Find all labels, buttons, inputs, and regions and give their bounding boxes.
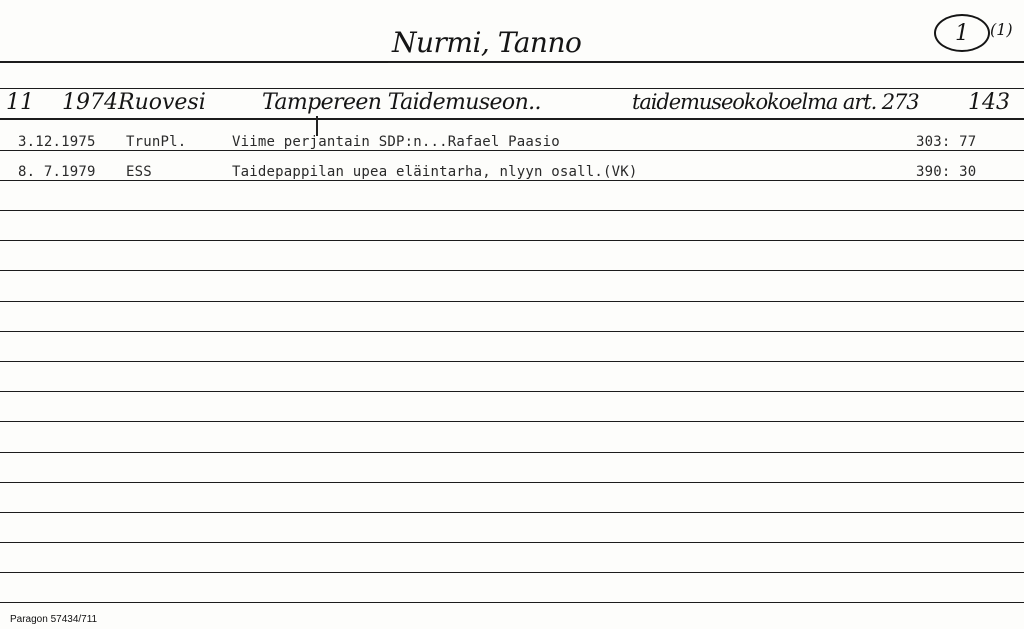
ruled-line [0,482,1024,483]
typed-entry-title: Viime perjantain SDP:n...Rafael Paasio [232,134,560,150]
ruled-line [0,452,1024,453]
printer-mark: Paragon 57434/711 [10,614,98,625]
entry-source: Ruovesi [118,90,206,115]
ruled-line [0,572,1024,573]
entry-page: 143 [968,90,1010,115]
card-total: (1) [990,20,1013,39]
ruled-line [0,88,1024,89]
entry-year: 1974 [62,90,118,115]
ruled-line [0,240,1024,241]
ruled-line [0,301,1024,302]
ruled-line [0,180,1024,181]
ruled-line [0,421,1024,422]
ruled-line [0,150,1024,151]
ruled-line [0,118,1024,120]
typed-entry-source: ESS [126,164,152,180]
ruled-line [0,270,1024,271]
entry-title: Tampereen Taidemuseon.. [262,90,541,115]
typed-entry-source: TrunPl. [126,134,187,150]
ruled-line [0,512,1024,513]
card-number: 1 [955,20,969,46]
name-underline [388,62,560,63]
insert-mark [316,116,318,136]
typed-entry-ref: 303: 77 [916,134,977,150]
typed-entry-date: 8. 7.1979 [18,164,96,180]
ruled-line [0,542,1024,543]
typed-entry-ref: 390: 30 [916,164,977,180]
ruled-line [0,602,1024,603]
entry-subject: taidemuseokokoelma art. 273 [632,90,919,114]
typed-entry-title: Taidepappilan upea eläintarha, nlyyn osall.(VK) [232,164,638,180]
ruled-line [0,210,1024,211]
entry-index: 11 [6,90,34,115]
ruled-line [0,361,1024,362]
card-name: Nurmi, Tanno [392,26,582,59]
card-number-circle [934,14,990,52]
ruled-line [0,331,1024,332]
ruled-line [0,391,1024,392]
typed-entry-date: 3.12.1975 [18,134,96,150]
